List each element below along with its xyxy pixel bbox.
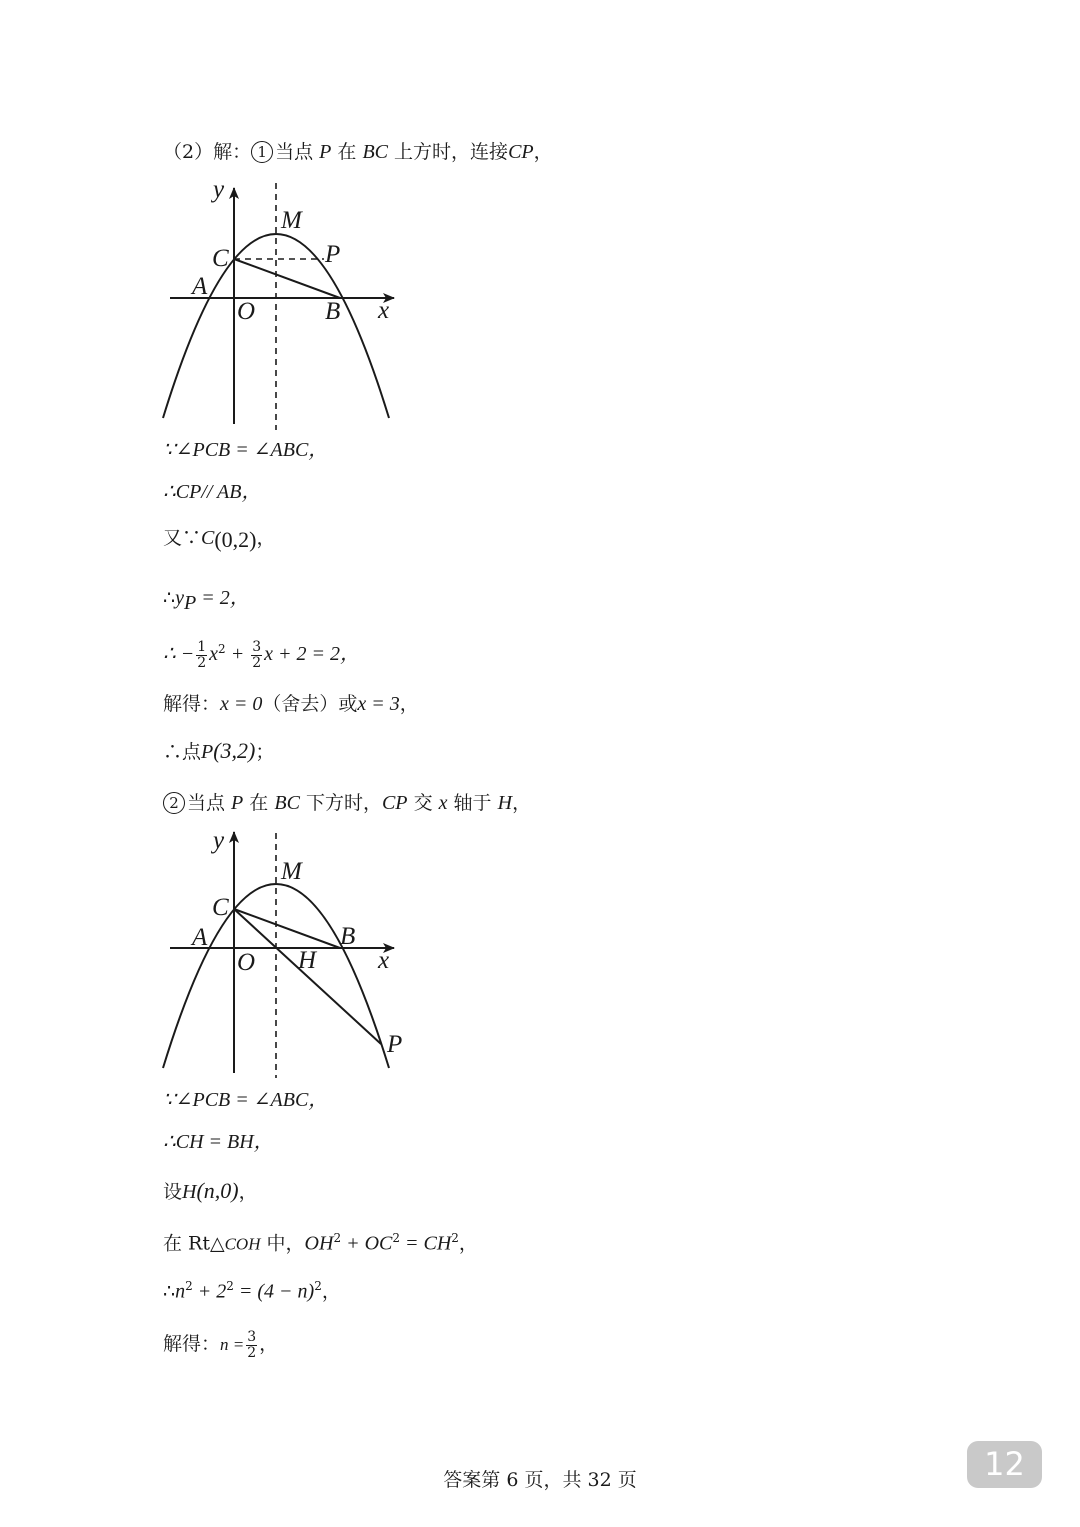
figure-2-labels: [190, 827, 402, 1058]
text: 当点: [275, 141, 320, 163]
segment-cb: [234, 909, 340, 948]
text: 中，: [260, 1232, 305, 1255]
parabola: [163, 884, 389, 1068]
text: ，: [533, 141, 553, 163]
text: ；: [255, 741, 275, 763]
math: OH: [304, 1232, 334, 1255]
text: ∴: [163, 1280, 176, 1303]
fraction: [196, 640, 207, 670]
text: 解得：: [163, 1333, 221, 1356]
yp-equation: [163, 588, 250, 613]
math: y: [175, 587, 184, 609]
math: x = 0: [220, 693, 263, 715]
math: x + 2 = 2，: [264, 643, 360, 666]
text: 轴于: [447, 792, 498, 814]
label-y: y: [213, 827, 225, 854]
text: 设: [163, 1181, 183, 1203]
text: 又∵: [163, 527, 202, 549]
text: ，: [399, 693, 419, 715]
math: P: [201, 741, 214, 763]
math: = CH: [400, 1232, 452, 1255]
numerator: 3: [252, 639, 262, 655]
math: ∴ −: [163, 643, 195, 666]
segment-cp: [234, 909, 381, 1044]
n-equation: [163, 1280, 341, 1301]
label-m: M: [281, 207, 302, 234]
text: ，: [321, 1280, 341, 1303]
fraction: [251, 640, 262, 670]
label-a: A: [192, 924, 208, 951]
math: (3,2): [213, 738, 256, 763]
denominator: 2: [247, 1344, 257, 1361]
label-p: P: [387, 1031, 403, 1058]
numerator: 1: [197, 639, 207, 655]
exponent: 2: [185, 1279, 193, 1293]
point-c-coords: [163, 528, 276, 551]
label-o: O: [237, 949, 256, 976]
text: 当点: [187, 792, 232, 814]
exponent: 2: [451, 1231, 459, 1245]
exponent: 2: [333, 1231, 342, 1245]
math: P: [231, 792, 244, 814]
math: +: [225, 643, 250, 666]
math: n: [175, 1280, 186, 1303]
exponent: 2: [392, 1231, 400, 1245]
math: COH: [224, 1234, 261, 1254]
solve-result-1: [163, 694, 419, 714]
pythagorean-statement: [163, 1232, 478, 1253]
numerator: 3: [247, 1329, 257, 1345]
parabola: [163, 234, 389, 418]
math: CP: [381, 792, 408, 814]
math: x = 3: [357, 693, 400, 715]
math: H: [497, 792, 513, 814]
text: ∴: [163, 587, 176, 609]
label-b: B: [325, 298, 341, 325]
math: + OC: [341, 1232, 393, 1255]
page-number-badge: 12: [967, 1441, 1042, 1488]
text: ，: [256, 527, 276, 549]
label-p: P: [325, 241, 341, 268]
label-m: M: [281, 858, 302, 885]
label-y: y: [213, 176, 225, 203]
figure-1: [163, 183, 394, 430]
parallel-statement: ∴CP// AB，: [163, 481, 262, 503]
text: ，: [458, 1232, 478, 1255]
text: ，: [259, 1333, 279, 1356]
solve-result-2: [163, 1330, 278, 1360]
exponent: 2: [218, 641, 226, 656]
label-c: C: [212, 894, 229, 921]
figure-2: [163, 832, 394, 1078]
case-2-heading: [163, 792, 531, 814]
label-x: x: [378, 947, 390, 974]
math: = 2，: [196, 587, 250, 609]
point-p-result: [163, 740, 274, 762]
math: x: [438, 792, 448, 814]
math: = (4 − n): [233, 1280, 315, 1303]
text: （舍去）或: [262, 693, 358, 715]
denominator: 2: [252, 654, 262, 671]
quadratic-equation: [163, 640, 360, 670]
text: ，: [512, 792, 532, 814]
math: C: [201, 527, 215, 549]
text: 在 Rt△: [163, 1232, 225, 1255]
text: 在: [331, 141, 363, 163]
circled-number-1: 1: [251, 141, 273, 163]
label-c: C: [212, 245, 229, 272]
solution-part-2-heading: [163, 141, 553, 163]
label-a: A: [192, 273, 208, 300]
math: BC: [274, 792, 300, 814]
exponent: 2: [314, 1279, 322, 1293]
text: 交: [407, 792, 439, 814]
fraction: [246, 1330, 257, 1360]
math: H: [182, 1181, 197, 1203]
segment-cb: [234, 259, 340, 298]
math: n =: [220, 1335, 245, 1355]
text: （2）解：: [163, 141, 252, 163]
text: 下方时，: [299, 792, 382, 814]
ch-equals-bh: ∴CH = BH，: [163, 1131, 274, 1153]
denominator: 2: [197, 654, 207, 671]
label-x: x: [378, 297, 390, 324]
label-h: H: [298, 947, 317, 974]
text: 上方时，连接: [388, 141, 509, 163]
math: (n,0): [196, 1178, 239, 1203]
math: BC: [362, 141, 389, 163]
text: ∴点: [163, 741, 202, 763]
math: CP: [508, 141, 534, 163]
label-b: B: [340, 923, 356, 950]
set-point-h: [163, 1180, 258, 1202]
text: 在: [243, 792, 275, 814]
circled-number-2: 2: [163, 792, 185, 814]
math: P: [183, 591, 197, 614]
label-o: O: [237, 298, 256, 325]
angle-equality-1: ∵∠PCB = ∠ABC，: [163, 439, 329, 461]
math: P: [319, 141, 332, 163]
text: ，: [238, 1181, 258, 1203]
math: + 2: [192, 1280, 227, 1303]
text: 解得：: [163, 693, 221, 715]
angle-equality-2: ∵∠PCB = ∠ABC，: [163, 1089, 329, 1111]
figure-1-labels: [190, 176, 389, 325]
math: (0,2): [214, 527, 257, 552]
exponent: 2: [226, 1279, 234, 1293]
page-footer: 答案第 6 页，共 32 页: [443, 1469, 637, 1491]
math: x: [209, 643, 219, 666]
